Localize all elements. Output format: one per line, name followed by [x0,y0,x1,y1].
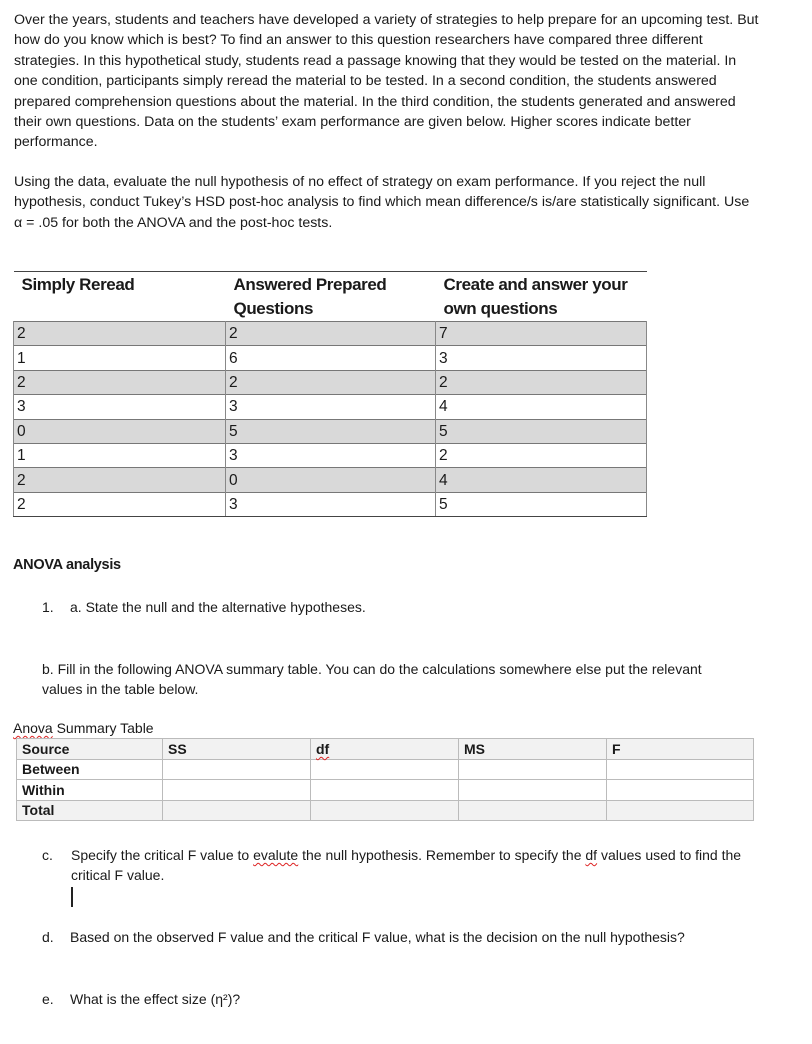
col-header-answered-prepared: Answered Prepared Questions [226,272,436,322]
question-d [42,927,685,947]
table-cell: 5 [436,419,647,443]
anova-table-caption [13,720,154,736]
within-f-cell[interactable] [607,780,754,801]
data-table [13,271,647,517]
total-df-cell[interactable] [311,800,459,821]
table-row [14,395,647,419]
table-cell: 3 [226,395,436,419]
between-ss-cell[interactable] [163,759,311,780]
table-row [17,800,754,821]
caption-rest: Summary Table [52,720,154,736]
table-cell: 3 [226,443,436,467]
question-c-text: Specify the critical F value to evalute the null hypothesis. Remember to specify the df values used to find the critical F value. [71,847,742,883]
question-e-label: e. [42,991,54,1007]
table-cell: 2 [14,468,226,492]
question-number: 1. [42,599,54,615]
total-ms-cell[interactable] [459,800,607,821]
table-cell: 6 [226,346,436,370]
table-row [14,443,647,467]
table-cell: 5 [226,419,436,443]
table-cell: 0 [226,468,436,492]
header-f: F [607,739,754,760]
caption-word-anova: Anova [13,720,53,736]
table-cell: 1 [14,443,226,467]
question-d-text: Based on the observed F value and the critical F value, what is the decision on the null hypothesis? [70,929,685,945]
misspelled-word: evalute [253,847,299,863]
instructions-paragraph: Using the data, evaluate the null hypothesis of no effect of strategy on exam performance. If you reject the null hypothesis, conduct Tukey’s HSD post-hoc analysis to find which mean difference/s is/are statistically significant. Use α = .05 for both the ANOVA and the post-hoc tests. [14,174,750,231]
row-label-between: Between [17,759,163,780]
table-cell: 3 [436,346,647,370]
question-c-label: c. [42,847,53,863]
table-row [14,492,647,516]
question-e [42,989,240,1009]
text-cursor[interactable] [71,887,73,907]
table-row [14,346,647,370]
table-cell: 2 [226,322,436,346]
table-row [17,780,754,801]
header-source: Source [17,739,163,760]
header-ss: SS [163,739,311,760]
table-cell: 2 [14,492,226,516]
question-c [42,845,742,885]
table-row [14,468,647,492]
within-df-cell[interactable] [311,780,459,801]
table-cell: 2 [14,370,226,394]
table-row [14,322,647,346]
table-cell: 2 [436,443,647,467]
col-header-create-answer: Create and answer your own questions [436,272,647,322]
between-f-cell[interactable] [607,759,754,780]
table-cell: 2 [14,322,226,346]
within-ss-cell[interactable] [163,780,311,801]
section-heading: ANOVA analysis [13,557,121,573]
table-cell: 5 [436,492,647,516]
table-row [14,370,647,394]
table-cell: 7 [436,322,647,346]
table-cell: 0 [14,419,226,443]
table-cell: 2 [226,370,436,394]
row-label-within: Within [17,780,163,801]
table-cell: 4 [436,395,647,419]
table-row [14,419,647,443]
row-label-total: Total [17,800,163,821]
col-header-simply-reread: Simply Reread [14,272,226,322]
between-df-cell[interactable] [311,759,459,780]
question-1a [42,597,366,617]
df-word: df [585,847,598,863]
table-row [17,759,754,780]
table-cell: 3 [14,395,226,419]
total-ss-cell[interactable] [163,800,311,821]
table-cell: 4 [436,468,647,492]
total-f-cell[interactable] [607,800,754,821]
intro-paragraph: Over the years, students and teachers have developed a variety of strategies to help prepare for an upcoming test. But how do you know which is best? To find an answer to this question researchers have compared three different strategies. In this hypothetical study, students read a passage knowing that they would be tested on the material. In one condition, participants simply reread the material to be tested. In a second condition, the students answered prepared comprehension questions about the material. In the third condition, the students generated and answered their own questions. Data on the students’ exam performance are given below. Higher scores indicate better performance. [14,12,759,151]
question-e-text: What is the effect size (η²)? [70,991,241,1007]
question-1a-text: a. State the null and the alternative hypotheses. [70,599,366,615]
table-cell: 3 [226,492,436,516]
question-d-label: d. [42,929,54,945]
anova-summary-table[interactable] [16,738,754,821]
header-ms: MS [459,739,607,760]
table-cell: 2 [436,370,647,394]
question-1b: b. Fill in the following ANOVA summary table. You can do the calculations somewhere else put the relevant values in the table below. [42,661,702,697]
within-ms-cell[interactable] [459,780,607,801]
between-ms-cell[interactable] [459,759,607,780]
header-df: df [311,739,459,760]
table-row [17,739,754,760]
table-cell: 1 [14,346,226,370]
